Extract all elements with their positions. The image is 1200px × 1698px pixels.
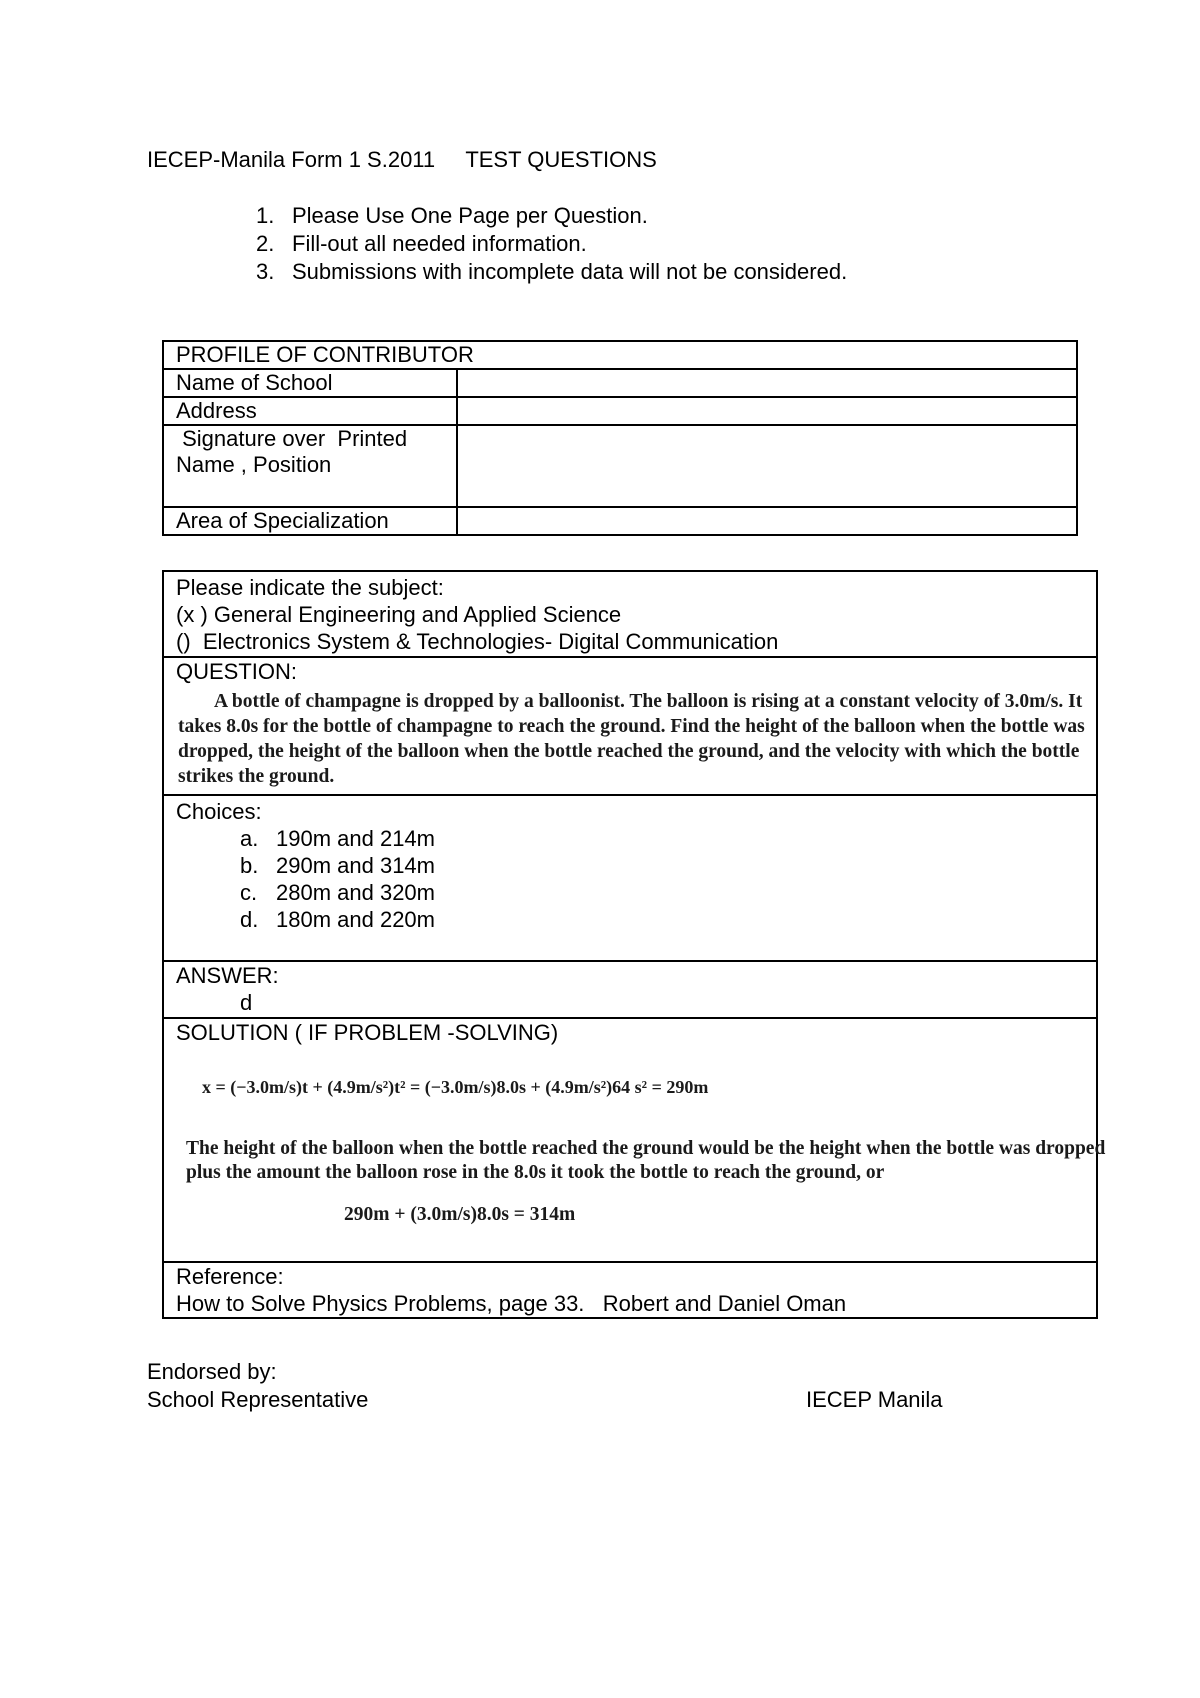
reference-text: How to Solve Physics Problems, page 33. Robert and Daniel Oman xyxy=(176,1291,847,1316)
profile-label-school: Name of School xyxy=(163,369,457,397)
school-representative-label: School Representative xyxy=(147,1387,369,1412)
instruction-text: Fill-out all needed information. xyxy=(292,231,587,256)
answer-label: ANSWER: xyxy=(176,963,279,988)
question-text-line: takes 8.0s for the bottle of champagne to reach the ground. Find the height of the balloon when the bottle was xyxy=(178,716,1085,737)
choices-label: Choices: xyxy=(176,799,262,824)
solution-text-line: The height of the balloon when the bottle reached the ground would be the height when the bottle was dropped xyxy=(186,1138,1106,1159)
profile-label-specialization: Area of Specialization xyxy=(163,507,457,535)
choice-text: 290m and 314m xyxy=(276,853,435,878)
iecep-manila-label: IECEP Manila xyxy=(806,1387,943,1412)
profile-label-address: Address xyxy=(163,397,457,425)
profile-value-address[interactable] xyxy=(457,397,1077,425)
choice-text: 280m and 320m xyxy=(276,880,435,905)
answer-section xyxy=(164,962,1096,1019)
endorsed-by-label: Endorsed by: xyxy=(147,1359,277,1384)
question-text-line: dropped, the height of the balloon when the bottle reached the ground, and the velocity with which the bottle xyxy=(178,741,1080,762)
profile-value-school[interactable] xyxy=(457,369,1077,397)
solution-result: 290m + (3.0m/s)8.0s = 314m xyxy=(344,1204,576,1225)
answer-value: d xyxy=(240,990,253,1015)
question-form xyxy=(162,570,1106,1319)
question-text-line: A bottle of champagne is dropped by a balloonist. The balloon is rising at a constant velocity of 3.0m/s. It xyxy=(214,691,1083,712)
subject-option[interactable]: () Electronics System & Technologies- Digital Communication xyxy=(176,629,779,654)
choice-letter: d. xyxy=(240,907,259,932)
instruction-number: 3. xyxy=(256,259,275,284)
solution-label: SOLUTION ( IF PROBLEM -SOLVING) xyxy=(176,1020,559,1045)
profile-value-signature[interactable] xyxy=(457,425,1077,507)
question-text-line: strikes the ground. xyxy=(178,766,335,787)
reference-section xyxy=(164,1263,1096,1317)
instruction-text: Submissions with incomplete data will not be considered. xyxy=(292,259,848,284)
instruction-text: Please Use One Page per Question. xyxy=(292,203,648,228)
profile-label-signature xyxy=(163,425,457,507)
choice-text: 190m and 214m xyxy=(276,826,435,851)
choice-letter: c. xyxy=(240,880,258,905)
instruction-number: 1. xyxy=(256,203,275,228)
solution-equation: x = (−3.0m/s)t + (4.9m/s²)t² = (−3.0m/s)8.0s + (4.9m/s²)64 s² = 290m xyxy=(202,1077,709,1097)
signature-label-line: Name , Position xyxy=(176,452,332,477)
choice-letter: b. xyxy=(240,853,259,878)
choice-text: 180m and 220m xyxy=(276,907,435,932)
choices-section xyxy=(164,796,1096,962)
profile-heading: PROFILE OF CONTRIBUTOR xyxy=(163,341,1077,369)
profile-value-specialization[interactable] xyxy=(457,507,1077,535)
question-section xyxy=(164,658,1096,796)
solution-section xyxy=(164,1019,1106,1263)
question-label: QUESTION: xyxy=(176,659,298,684)
profile-table xyxy=(162,340,1078,536)
reference-label: Reference: xyxy=(176,1264,284,1289)
choice-letter: a. xyxy=(240,826,259,851)
instruction-number: 2. xyxy=(256,231,275,256)
subject-option[interactable]: (x ) General Engineering and Applied Science xyxy=(176,602,622,627)
signature-label-line: Signature over Printed xyxy=(176,426,408,451)
subject-section xyxy=(164,572,1096,658)
form-title: IECEP-Manila Form 1 S.2011 TEST QUESTIONS xyxy=(147,147,657,172)
solution-text-line: plus the amount the balloon rose in the 8.0s it took the bottle to reach the ground, or xyxy=(186,1162,885,1183)
subject-prompt: Please indicate the subject: xyxy=(176,575,444,600)
